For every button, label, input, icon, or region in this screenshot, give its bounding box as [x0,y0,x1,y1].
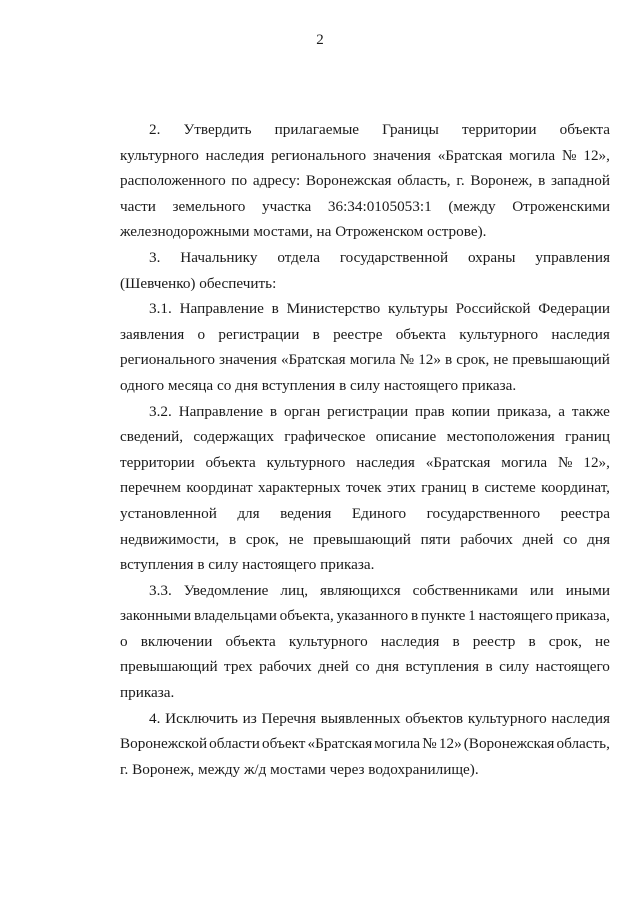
word: не [288,530,304,548]
text-line: железнодорожными мостами, на Отроженском острове). [120,223,487,241]
word: № [562,146,577,164]
word: реестр [472,632,516,650]
page-number: 2 [316,32,324,48]
word: реестра [560,504,610,522]
text-line [120,629,610,655]
text-line [120,296,610,322]
word: включении [140,632,213,650]
word: Воронежской [120,735,208,753]
word: Уведомление [183,581,269,599]
word: в [269,402,278,420]
word: «Братская [307,735,373,753]
word: Направление [179,300,264,318]
text-line [120,194,610,220]
word: наследия [380,632,440,650]
paragraph [120,706,610,783]
text-line [120,424,610,450]
word: область, [556,735,610,753]
word: объекта [395,325,446,343]
word: 3.3. [149,581,172,599]
word: Границы [382,121,439,138]
word: № [422,735,437,753]
text-line [120,501,610,527]
word: Отроженскими [512,197,610,215]
paragraph [120,296,610,398]
word: содержащих [193,428,274,446]
word: 3.2. [149,402,172,420]
text-line [120,475,610,501]
word: западной [550,172,610,190]
word: законными [120,607,192,625]
word: в [271,300,279,318]
text-line [120,706,610,732]
word: срок, [456,351,490,369]
word: Воронежская [305,172,392,190]
word: заявления [120,325,185,343]
word: системе [484,479,536,497]
word: области [209,735,260,753]
word: могила [509,146,556,164]
word: в [312,325,320,343]
word: в [528,632,536,650]
word: со [355,658,370,676]
word: точек [346,479,382,497]
word: государственной [339,248,449,266]
word: указанного [336,607,409,625]
word: со [563,530,578,548]
word: превышающий [120,658,218,676]
text-line: г. Воронеж, между ж/д мостами через водохранилище). [120,760,479,778]
word: из [242,709,257,727]
word: территории [461,121,537,138]
word: объекта, [279,607,334,625]
word: собственниками [412,581,518,599]
word: 2. [149,121,161,138]
word: расположенного [120,172,226,190]
word: в [471,479,479,497]
word: Воронеж, [470,172,533,190]
word: объекта [205,453,256,471]
word: могила [374,735,421,753]
word: «Братская [280,351,346,369]
word: дня [376,658,400,676]
word: значения [372,146,431,164]
word: 3. [149,248,161,266]
text-line [120,143,610,169]
paragraph [120,578,610,706]
word: по [231,172,248,190]
word: настоящего [478,607,553,625]
word: срок, [548,632,582,650]
word: могила [349,351,396,369]
paragraph [120,117,610,245]
word: участка [261,197,312,215]
word: культуры [387,300,448,318]
word: могила [501,453,548,471]
word: дня [587,530,610,548]
text-line [120,731,610,757]
word: пункте [420,607,466,625]
word: наследия [551,325,610,343]
word: приказа, [555,607,610,625]
word: 12», [583,146,610,164]
word: значения [219,351,277,369]
word: в [228,530,237,548]
word: «Братская [437,146,503,164]
word: реестре [333,325,383,343]
word: в [538,172,546,190]
word: в [445,351,453,369]
word: объект [262,735,306,753]
word: границ [421,479,467,497]
word: не [493,351,509,369]
word: превышающий [512,351,610,369]
word: Исключить [165,709,238,727]
word: силу [499,658,530,676]
word: пяти [420,530,451,548]
word: регистрации [218,325,300,343]
word: установленной [120,504,217,522]
word: координат, [541,479,610,497]
word: регионального [271,146,367,164]
word: (между [448,197,496,215]
word: лиц, [280,581,309,599]
word: перечнем [120,479,181,497]
word: культурного [467,709,547,727]
document-body [120,117,610,782]
word: наследия [356,453,415,471]
text-line: (Шевченко) обеспечить: [120,274,277,292]
word: культурного [459,325,539,343]
text-line [120,245,610,271]
word: земельного [172,197,246,215]
text-line [120,347,610,373]
word: № [399,351,415,369]
word: Российской [455,300,531,318]
word: территории [120,453,195,471]
word: 4. [149,709,161,727]
text-line [120,117,610,143]
word: координат [186,479,253,497]
word: наследия [205,146,265,164]
word: Начальнику [180,248,258,266]
text-line [120,527,610,553]
word: копии [451,402,491,420]
word: Федерации [538,300,610,318]
word: графическое [284,428,366,446]
word: этих [386,479,416,497]
word: а [558,402,566,420]
word: наследия [551,709,610,727]
word: ведения [280,504,332,522]
text-line [120,450,610,476]
word: рабочих [259,658,312,676]
word: местоположения [446,428,555,446]
text-line [120,578,610,604]
word: превышающий [313,530,411,548]
word: объекта [559,121,610,138]
word: 3.1. [149,300,172,318]
text-line [120,168,610,194]
word: № [558,453,573,471]
word: в [452,632,460,650]
word: объекта [225,632,276,650]
word: культурного [266,453,346,471]
word: 12», [583,453,610,471]
word: описание [375,428,437,446]
word: о [120,632,128,650]
word: Перечня [261,709,316,727]
word: срок, [245,530,279,548]
word: 12» [418,351,441,369]
word: объектов [405,709,464,727]
word: 1 [468,607,476,625]
word: область, [397,172,451,190]
word: части [120,197,156,215]
text-line [120,399,610,425]
word: о [197,325,206,343]
word: управления [535,248,610,266]
word: недвижимости, [120,530,220,548]
word: или [529,581,554,599]
word: дней [522,530,554,548]
text-line [120,654,610,680]
word: государственного [426,504,541,522]
word: трех [224,658,253,676]
paragraph [120,245,610,296]
word: сведений, [120,428,184,446]
word: иными [565,581,610,599]
word: культурного [288,632,368,650]
word: не [595,632,610,650]
word: владельцами [193,607,277,625]
word: (Воронежская [463,735,555,753]
text-line: вступления в силу настоящего приказа. [120,556,375,574]
word: культурного [120,146,199,164]
text-line [120,603,610,629]
word: являющихся [320,581,401,599]
text-line [120,322,610,348]
word: г. [456,172,465,190]
word: характерных [258,479,341,497]
word: Единого [351,504,407,522]
word: охраны [467,248,516,266]
word: регистрации [327,402,409,420]
word: прав [415,402,445,420]
word: дней [318,658,349,676]
paragraph [120,399,610,578]
word: Утвердить [183,121,252,138]
word: вступления [405,658,480,676]
word: 12» [438,735,462,753]
word: границ [565,428,610,446]
word: 36:34:0105053:1 [327,197,432,215]
word: также [571,402,610,420]
word: в [410,607,419,625]
text-line: одного месяца со дня вступления в силу настоящего приказа. [120,376,517,394]
word: выявленных [320,709,401,727]
word: «Братская [425,453,491,471]
word: настоящего [535,658,610,676]
word: Министерство [286,300,381,318]
word: в [485,658,493,676]
word: адресу: [252,172,301,190]
word: регионального [120,351,215,369]
word: приказа, [497,402,552,420]
word: рабочих [460,530,513,548]
word: орган [283,402,321,420]
word: Направление [178,402,263,420]
word: для [237,504,260,522]
text-line: приказа. [120,684,175,702]
word: отдела [277,248,320,266]
word: прилагаемые [274,121,360,138]
